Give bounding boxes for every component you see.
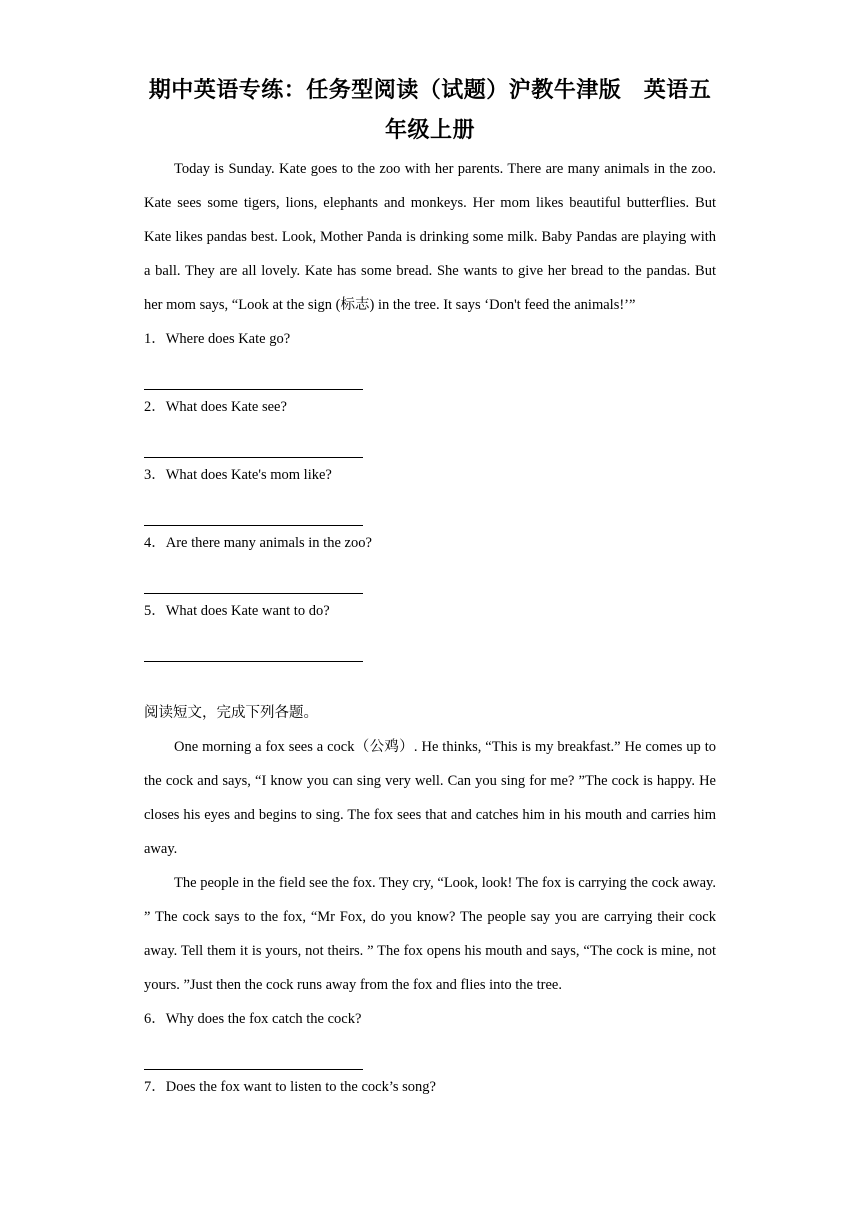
question-text: 7．Does the fox want to listen to the cock’s song? xyxy=(144,1079,436,1095)
answer-blank[interactable] xyxy=(144,356,363,390)
worksheet-title: 期中英语专练：任务型阅读（试题）沪教牛津版 英语五年级上册 xyxy=(148,77,712,142)
passage-2-paragraph-2: The people in the field see the fox. They cry, “Look, look! The fox is carrying the cock away. ” The cock says to the fox, “Mr Fox, do you know? The people say you are carrying their cock away. Tell them it is yours, not theirs. ” The fox opens his mouth and says, “The cock is mine, not yours. ”Just then the cock runs away from the fox and flies into the tree. xyxy=(144,875,716,993)
answer-blank[interactable] xyxy=(144,424,363,458)
question-text: 1．Where does Kate go? xyxy=(144,331,291,347)
question-4 xyxy=(144,526,716,594)
answer-blank[interactable] xyxy=(144,492,363,526)
question-text: 3．What does Kate's mom like? xyxy=(144,467,332,483)
question-text: 4．Are there many animals in the zoo? xyxy=(144,535,372,551)
answer-blank[interactable] xyxy=(144,628,363,662)
answer-blank[interactable] xyxy=(144,560,363,594)
passage-1: Today is Sunday. Kate goes to the zoo with her parents. There are many animals in the zoo. Kate sees some tigers, lions, elephants and monkeys. Her mom likes beautiful butterflies. But Kate likes pandas best. Look, Mother Panda is drinking some milk. Baby Pandas are playing with a ball. They are all lovely. Kate has some bread. She wants to give her bread to the pandas. But her mom says, “Look at the sign (标志) in the tree. It says ‘Don't feed the animals!’” xyxy=(144,161,716,313)
passage-2-paragraph-1: One morning a fox sees a cock（公鸡）. He thinks, “This is my breakfast.” He comes up to the cock and says, “I know you can sing very well. Can you sing for me? ”The cock is happy. He closes his eyes and begins to sing. The fox sees that and catches him in his mouth and carries him away. xyxy=(144,739,716,857)
question-3 xyxy=(144,458,716,526)
answer-blank[interactable] xyxy=(144,1036,363,1070)
question-text: 2．What does Kate see? xyxy=(144,399,287,415)
section-instruction: 阅读短文，完成下列各题。 xyxy=(144,705,318,721)
question-6 xyxy=(144,1002,716,1070)
question-text: 5．What does Kate want to do? xyxy=(144,603,330,619)
question-7 xyxy=(144,1070,716,1104)
worksheet-page xyxy=(144,70,716,1104)
question-1 xyxy=(144,322,716,390)
question-text: 6．Why does the fox catch the cock? xyxy=(144,1011,362,1027)
question-2 xyxy=(144,390,716,458)
question-5 xyxy=(144,594,716,662)
